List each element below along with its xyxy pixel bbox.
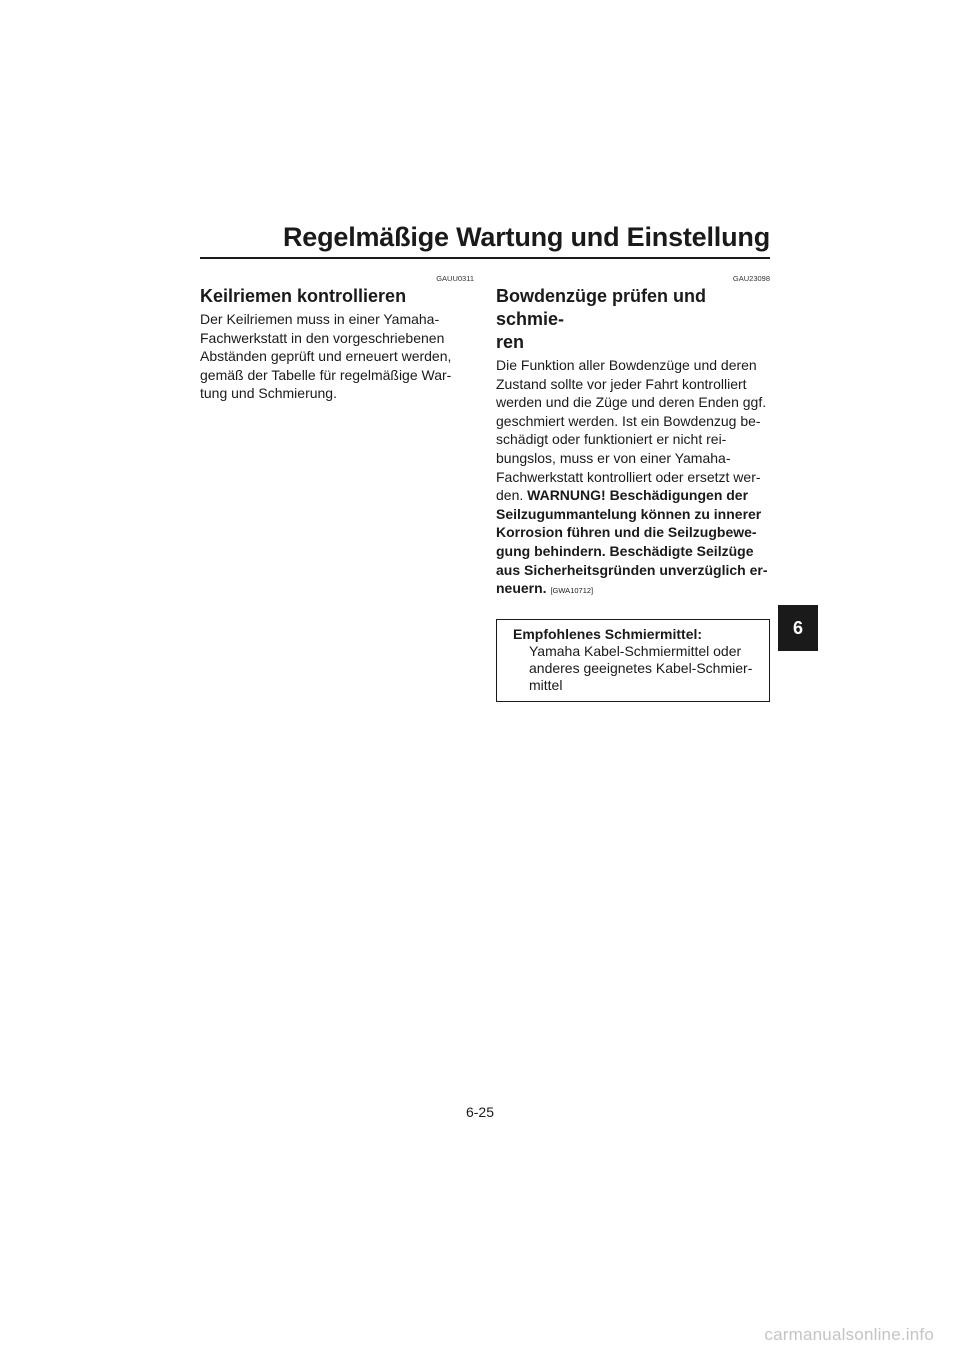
warning-code: [GWA10712] bbox=[550, 586, 594, 596]
page-number: 6-25 bbox=[465, 1104, 495, 1120]
body-line bbox=[496, 486, 770, 505]
body-line: tung und Schmierung. bbox=[200, 385, 337, 402]
body-text-end: den. bbox=[496, 487, 524, 504]
section-body bbox=[200, 310, 474, 403]
lubricant-line: anderes geeignetes Kabel-Schmier- bbox=[529, 659, 753, 676]
warning-line: gung behindern. Beschädigte Seilzüge bbox=[496, 542, 754, 559]
body-line: schädigt oder funktioniert er nicht rei- bbox=[496, 431, 727, 448]
chapter-tab: 6 bbox=[778, 605, 818, 651]
body-line: Fachwerkstatt in den vorgeschriebenen bbox=[200, 329, 445, 346]
title-line: ren bbox=[496, 332, 525, 352]
page-header-title: Regelmäßige Wartung und Einstellung bbox=[282, 222, 770, 252]
body-line: Der Keilriemen muss in einer Yamaha- bbox=[200, 311, 440, 327]
body-line: Abständen geprüft und erneuert werden, bbox=[200, 348, 452, 365]
header-rule bbox=[200, 257, 770, 259]
lubricant-box bbox=[496, 619, 770, 702]
lubricant-label: Empfohlenes Schmiermittel: bbox=[513, 625, 703, 642]
section-bowdenzuege bbox=[496, 274, 770, 702]
warning-line bbox=[496, 579, 770, 601]
body-line: werden und die Züge und deren Enden ggf. bbox=[496, 394, 767, 411]
section-title bbox=[496, 285, 770, 354]
body-line: Fachwerkstatt kontrolliert oder ersetzt wer- bbox=[496, 468, 761, 485]
section-keilriemen bbox=[200, 274, 474, 403]
section-code: GAUU0311 bbox=[436, 274, 474, 283]
body-line: Die Funktion aller Bowdenzüge und deren bbox=[496, 357, 757, 373]
title-line: Bowdenzüge prüfen und schmie- bbox=[496, 286, 706, 329]
body-line: bungslos, muss er von einer Yamaha- bbox=[496, 449, 731, 466]
section-title: Keilriemen kontrollieren bbox=[200, 286, 407, 306]
warning-line: Seilzugummantelung können zu innerer bbox=[496, 505, 762, 522]
body-line: Zustand sollte vor jeder Fahrt kontrolliert bbox=[496, 375, 747, 392]
section-body bbox=[496, 356, 770, 601]
watermark: carmanualsonline.info bbox=[764, 1325, 934, 1344]
warning-line: Korrosion führen und die Seilzugbewe- bbox=[496, 524, 757, 541]
body-line: geschmiert werden. Ist ein Bowdenzug be- bbox=[496, 412, 761, 429]
section-code: GAU23098 bbox=[732, 274, 770, 283]
body-line: gemäß der Tabelle für regelmäßige War- bbox=[200, 366, 452, 383]
lubricant-line: mittel bbox=[529, 676, 563, 693]
warning-text: neuern. bbox=[496, 580, 547, 597]
lubricant-line: Yamaha Kabel-Schmiermittel oder bbox=[529, 642, 742, 659]
warning-line: aus Sicherheitsgründen unverzüglich er- bbox=[496, 561, 768, 578]
warning-text: WARNUNG! Beschädigungen der bbox=[527, 487, 749, 504]
